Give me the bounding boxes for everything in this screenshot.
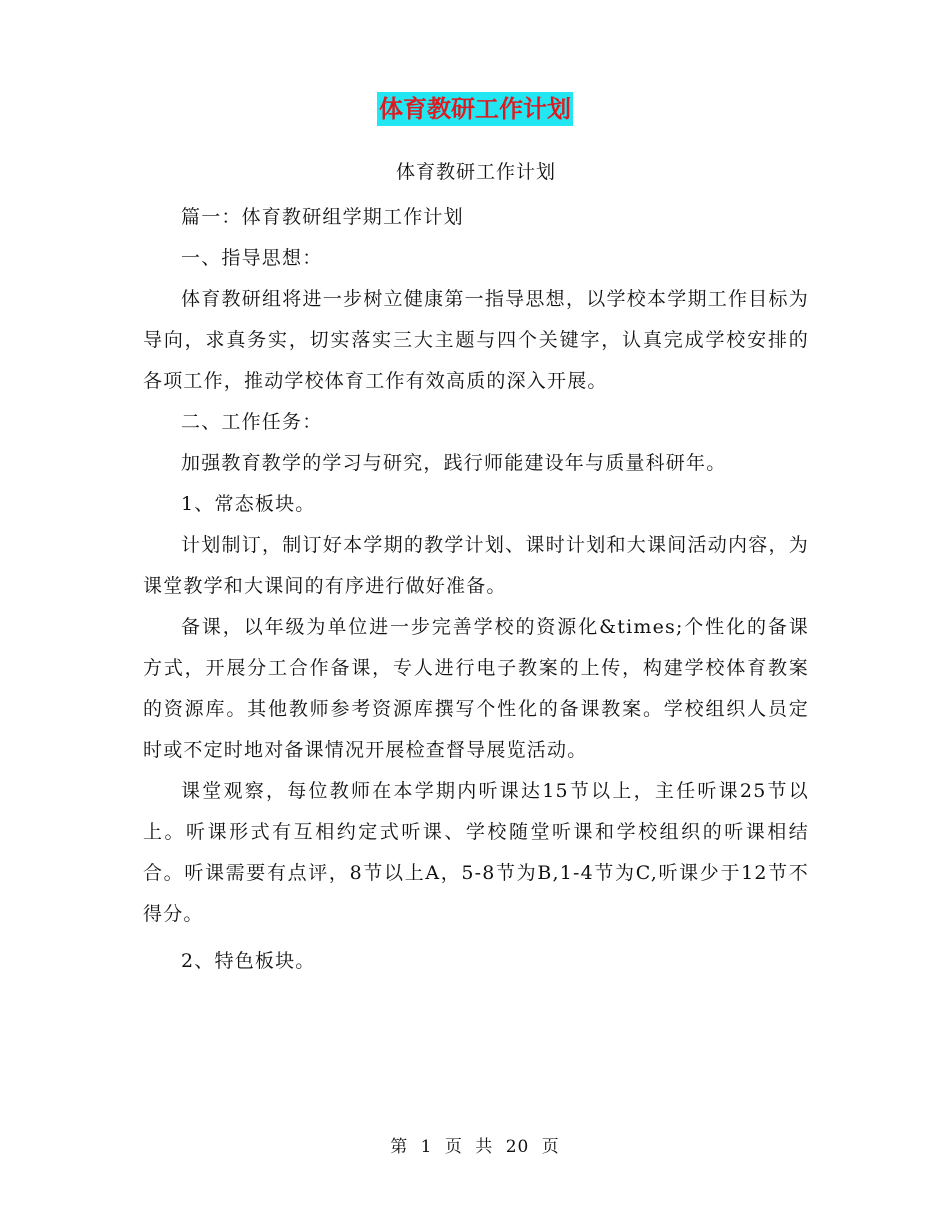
page-footer: 第 1 页 共 20 页 <box>390 1137 560 1157</box>
paragraph-tasks-intro: 加强教育教学的学习与研究，践行师能建设年与质量科研年。 <box>181 452 727 474</box>
document-body <box>143 156 809 982</box>
paragraph-heading-special: 2、特色板块。 <box>181 950 316 972</box>
highlighted-title: 体育教研工作计划 <box>377 92 573 126</box>
paragraph-planning: 计划制订，制订好本学期的教学计划、课时计划和大课间活动内容，为课堂教学和大课间的有序进行做好准备。 <box>143 534 809 597</box>
paragraph-class-observation: 课堂观察，每位教师在本学期内听课达15节以上，主任听课25节以上。听课形式有互相约定式听课、学校随堂听课和学校组织的听课相结合。听课需要有点评，8节以上A，5-8节为B,1-4节为C,听课少于12节不得分。 <box>143 780 809 925</box>
title-container <box>0 92 950 126</box>
paragraph-section-heading: 篇一：体育教研组学期工作计划 <box>181 206 464 228</box>
paragraph-heading-routine: 1、常态板块。 <box>181 493 316 515</box>
paragraph-lesson-prep: 备课，以年级为单位进一步完善学校的资源化&times;个性化的备课方式，开展分工合作备课，专人进行电子教案的上传，构建学校体育教案的资源库。其他教师参考资源库撰写个性化的备课教案。学校组织人员定时或不定时地对备课情况开展检查督导展览活动。 <box>143 616 809 761</box>
document-subtitle: 体育教研工作计划 <box>395 161 556 183</box>
paragraph-heading-guiding-thought: 一、指导思想： <box>181 247 323 269</box>
paragraph-guiding-thought: 体育教研组将进一步树立健康第一指导思想，以学校本学期工作目标为导向，求真务实，切实落实三大主题与四个关键字，认真完成学校安排的各项工作，推动学校体育工作有效高质的深入开展。 <box>143 288 809 392</box>
paragraph-heading-tasks: 二、工作任务： <box>181 411 323 433</box>
